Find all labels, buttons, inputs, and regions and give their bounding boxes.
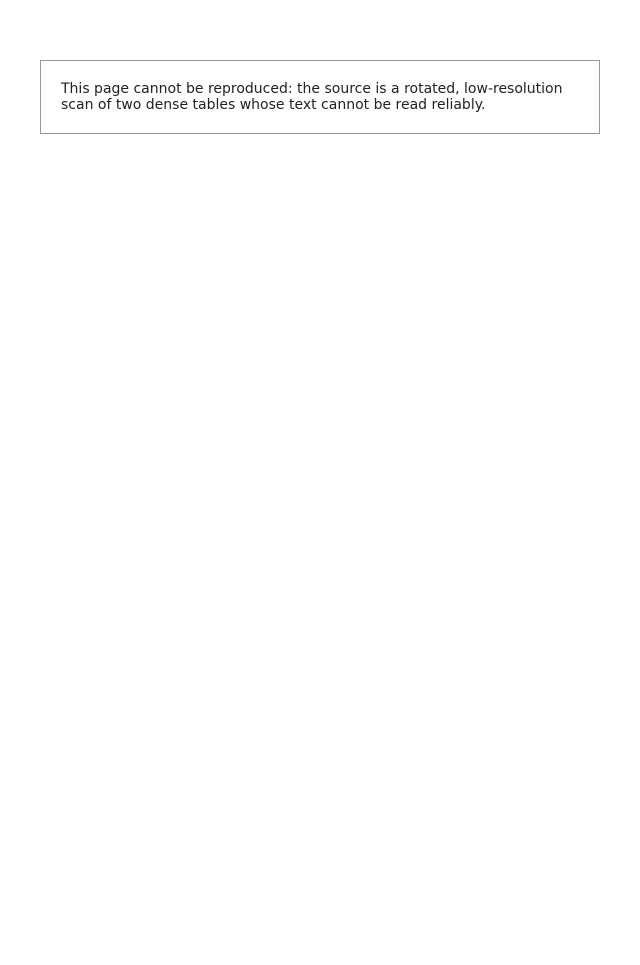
notice: This page cannot be reproduced: the source is a rotated, low-resolution scan of two dense tables whose text cannot be read reliably. [40,60,600,134]
